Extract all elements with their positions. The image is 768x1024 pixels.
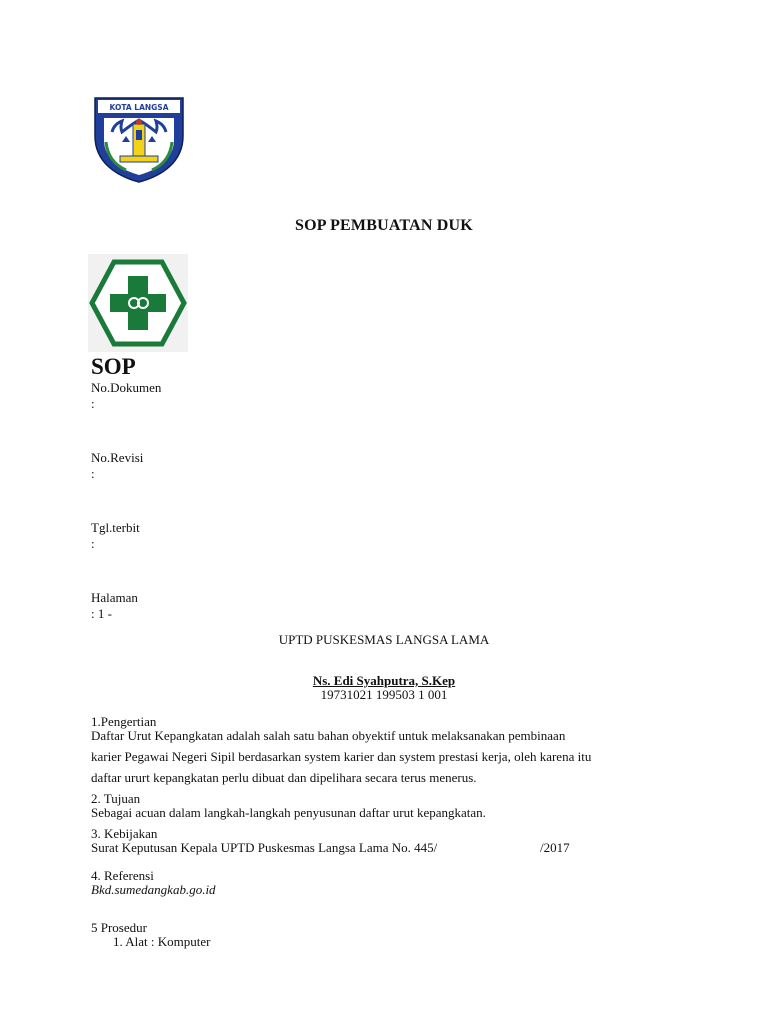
kebijakan-year: /2017 (540, 840, 570, 855)
kebijakan-heading: 3. Kebijakan (91, 826, 158, 841)
pengertian-line-1: Daftar Urut Kepangkatan adalah salah satu bahan obyektif untuk melaksanakan pembinaan (91, 728, 566, 743)
field-no-revisi-value: : (91, 466, 95, 481)
kota-langsa-logo (92, 96, 186, 184)
kebijakan-text: Surat Keputusan Kepala UPTD Puskesmas Langsa Lama No. 445/ (91, 840, 438, 855)
puskesmas-logo (88, 254, 188, 352)
referensi-heading: 4. Referensi (91, 868, 154, 883)
tujuan-text: Sebagai acuan dalam langkah-langkah penyusunan daftar urut kepangkatan. (91, 805, 486, 820)
prosedur-item-1: 1. Alat : Komputer (113, 934, 211, 949)
signer-name: Ns. Edi Syahputra, S.Kep (312, 673, 456, 688)
signer-nip: 19731021 199503 1 001 (320, 687, 448, 702)
field-halaman-label: Halaman (91, 590, 138, 605)
field-no-dokumen-value: : (91, 396, 95, 411)
field-no-revisi-label: No.Revisi (91, 450, 144, 465)
pengertian-heading: 1.Pengertian (91, 714, 157, 729)
prosedur-heading: 5 Prosedur (91, 920, 147, 935)
document-title: SOP PEMBUATAN DUK (295, 217, 473, 234)
sop-label: SOP (91, 354, 136, 379)
tujuan-heading: 2. Tujuan (91, 791, 141, 806)
referensi-link: Bkd.sumedangkab.go.id (91, 882, 216, 897)
field-tgl-terbit-label: Tgl.terbit (91, 520, 140, 535)
pengertian-line-3: daftar ururt kepangkatan perlu dibuat dan dipelihara secara terus menerus. (91, 770, 477, 785)
field-halaman-value: : 1 - (91, 606, 112, 621)
field-no-dokumen-label: No.Dokumen (91, 380, 162, 395)
institution-name: UPTD PUSKESMAS LANGSA LAMA (278, 632, 490, 647)
pengertian-line-2: karier Pegawai Negeri Sipil berdasarkan system karier dan system prestasi kerja, oleh karena itu (91, 749, 592, 764)
city-logo-text: KOTA LANGSA (109, 103, 169, 112)
field-tgl-terbit-value: : (91, 536, 95, 551)
